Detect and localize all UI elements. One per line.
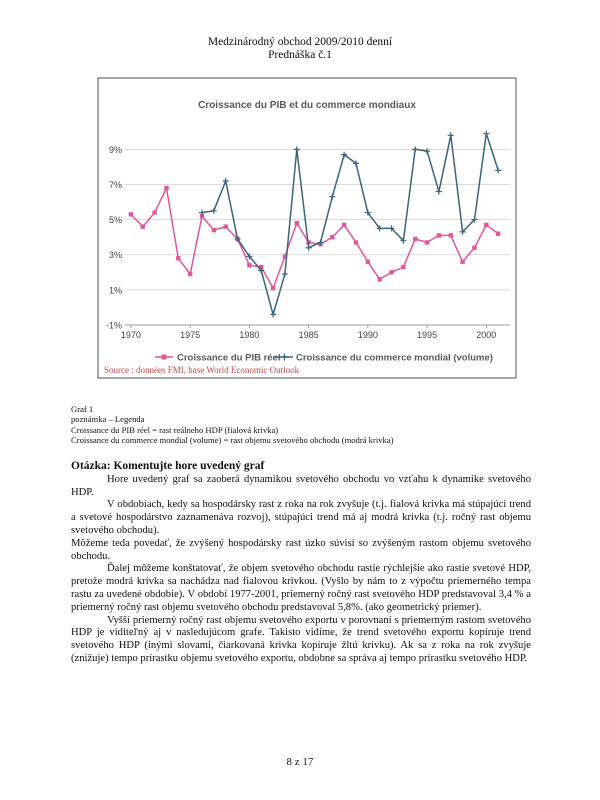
caption-legend-note: poznámka – Legenda xyxy=(71,414,145,425)
data-point-gdp xyxy=(176,256,180,260)
chart-legend xyxy=(155,353,493,364)
data-point-gdp xyxy=(152,210,156,214)
chart-figure xyxy=(97,77,517,403)
paragraph-1: Hore uvedený graf sa zaoberá dynamikou svetového obchodu vo vzťahu k dynamike svetového HDP. xyxy=(71,473,531,498)
paragraph-4: Ďalej môžeme konštatovať, že objem svetového obchodu rastie rýchlejšie ako rastie svetové HDP, pretože modrá krivka sa nachádza nad fialovou krivkou. (Vyšlo by nám to z výpočtu priemerného tempa rastu za uvedené obdobie). V období 1977-2001, priemerný ročný rast svetového HDP predstavoval 3,4 % a priemerný ročný rast objemu svetového obchodu predstavoval 5,8%. (ako geometrický priemer). xyxy=(71,563,531,613)
x-tick-label: 1975 xyxy=(180,330,201,340)
x-tick-label: 2000 xyxy=(476,330,497,340)
x-tick-label: 1985 xyxy=(298,330,319,340)
data-point-gdp xyxy=(389,270,393,274)
caption-trade-legend: Croissance du commerce mondial (volume) = rast objemu svetového obchodu (modrá krivka) xyxy=(71,435,394,446)
data-point-gdp xyxy=(425,240,429,244)
chart xyxy=(97,77,517,403)
y-tick-label: 1% xyxy=(108,285,122,296)
data-point-gdp xyxy=(295,221,299,225)
page-number: 8 z 17 xyxy=(286,756,314,768)
data-point-gdp xyxy=(460,260,464,264)
paragraph-3: Môžeme teda povedať, že zvýšený hospodársky rast úzko súvisí so zvýšeným rastom objemu svetového obchodu. xyxy=(71,537,531,562)
figure-caption xyxy=(71,404,394,446)
data-point-gdp xyxy=(330,235,334,239)
question-title: Otázka: Komentujte hore uvedený graf xyxy=(71,460,265,472)
caption-figure-number: Graf 1 xyxy=(71,404,94,414)
data-point-gdp xyxy=(496,231,500,235)
paragraph-5: Vyšší priemerný ročný rast objemu svetového exportu v porovnaní s priemerným rastom svetového HDP je viditeľný aj v nasledujúcom grafe. Takisto vidíme, že trend svetového exportu kopíruje trend svetového HDP (inými slovami, čiarkovaná krivka kopíruje žltú krivku). Ak sa z roka na rok zvyšuje (znižuje) tempo prírastku objemu svetového exportu, obdobne sa správa aj tempo prírastku svetového HDP. xyxy=(71,614,531,664)
header-lecture: Prednáška č.1 xyxy=(268,49,332,61)
x-tick-label: 1990 xyxy=(357,330,378,340)
x-tick-label: 1995 xyxy=(417,330,438,340)
data-point-gdp xyxy=(188,272,192,276)
y-tick-label: 3% xyxy=(108,250,122,261)
data-point-gdp xyxy=(342,223,346,227)
chart-title: Croissance du PIB et du commerce mondiaux xyxy=(198,100,416,111)
header-course: Medzinárodný obchod 2009/2010 denní xyxy=(207,36,393,48)
data-point-gdp xyxy=(271,286,275,290)
x-tick-label: 1980 xyxy=(239,330,260,340)
data-point-gdp xyxy=(354,240,358,244)
data-point-gdp xyxy=(223,224,227,228)
data-point-gdp xyxy=(484,223,488,227)
data-point-gdp xyxy=(377,277,381,281)
question-section xyxy=(71,460,531,666)
data-point-gdp xyxy=(472,246,476,250)
data-point-gdp xyxy=(449,233,453,237)
y-tick-label: 7% xyxy=(108,179,122,190)
data-point-gdp xyxy=(164,186,168,190)
data-point-gdp xyxy=(413,237,417,241)
y-tick-label: 9% xyxy=(108,144,122,155)
data-point-gdp xyxy=(366,260,370,264)
y-tick-label: 5% xyxy=(108,215,122,226)
caption-gdp-legend: Croissance du PIB réel = rast reálneho HDP (fialová krivka) xyxy=(71,424,279,435)
paragraph-2: V obdobiach, kedy sa hospodársky rast z roka na rok zvyšuje (t.j. fialová krivka má stúpajúci trend a svetové hospodárstvo zaznamenáva rozvoj), stúpajúci trend má aj modrá krivka (t.j. ročný rast objemu svetového obchodu). xyxy=(71,499,531,536)
data-point-gdp xyxy=(129,212,133,216)
legend-label-trade: Croissance du commerce mondial (volume) xyxy=(296,352,493,364)
legend-label-gdp: Croissance du PIB réel xyxy=(177,352,281,364)
data-point-gdp xyxy=(141,224,145,228)
page-header xyxy=(0,36,600,62)
data-point-gdp xyxy=(247,263,251,267)
x-tick-label: 1970 xyxy=(120,330,141,340)
legend-symbol-gdp xyxy=(162,355,167,360)
data-point-gdp xyxy=(401,265,405,269)
chart-source: Source : données FMI, base World Economic Outlook xyxy=(104,365,300,375)
y-tick-label: -1% xyxy=(105,320,122,331)
data-point-gdp xyxy=(437,233,441,237)
data-point-gdp xyxy=(212,228,216,232)
